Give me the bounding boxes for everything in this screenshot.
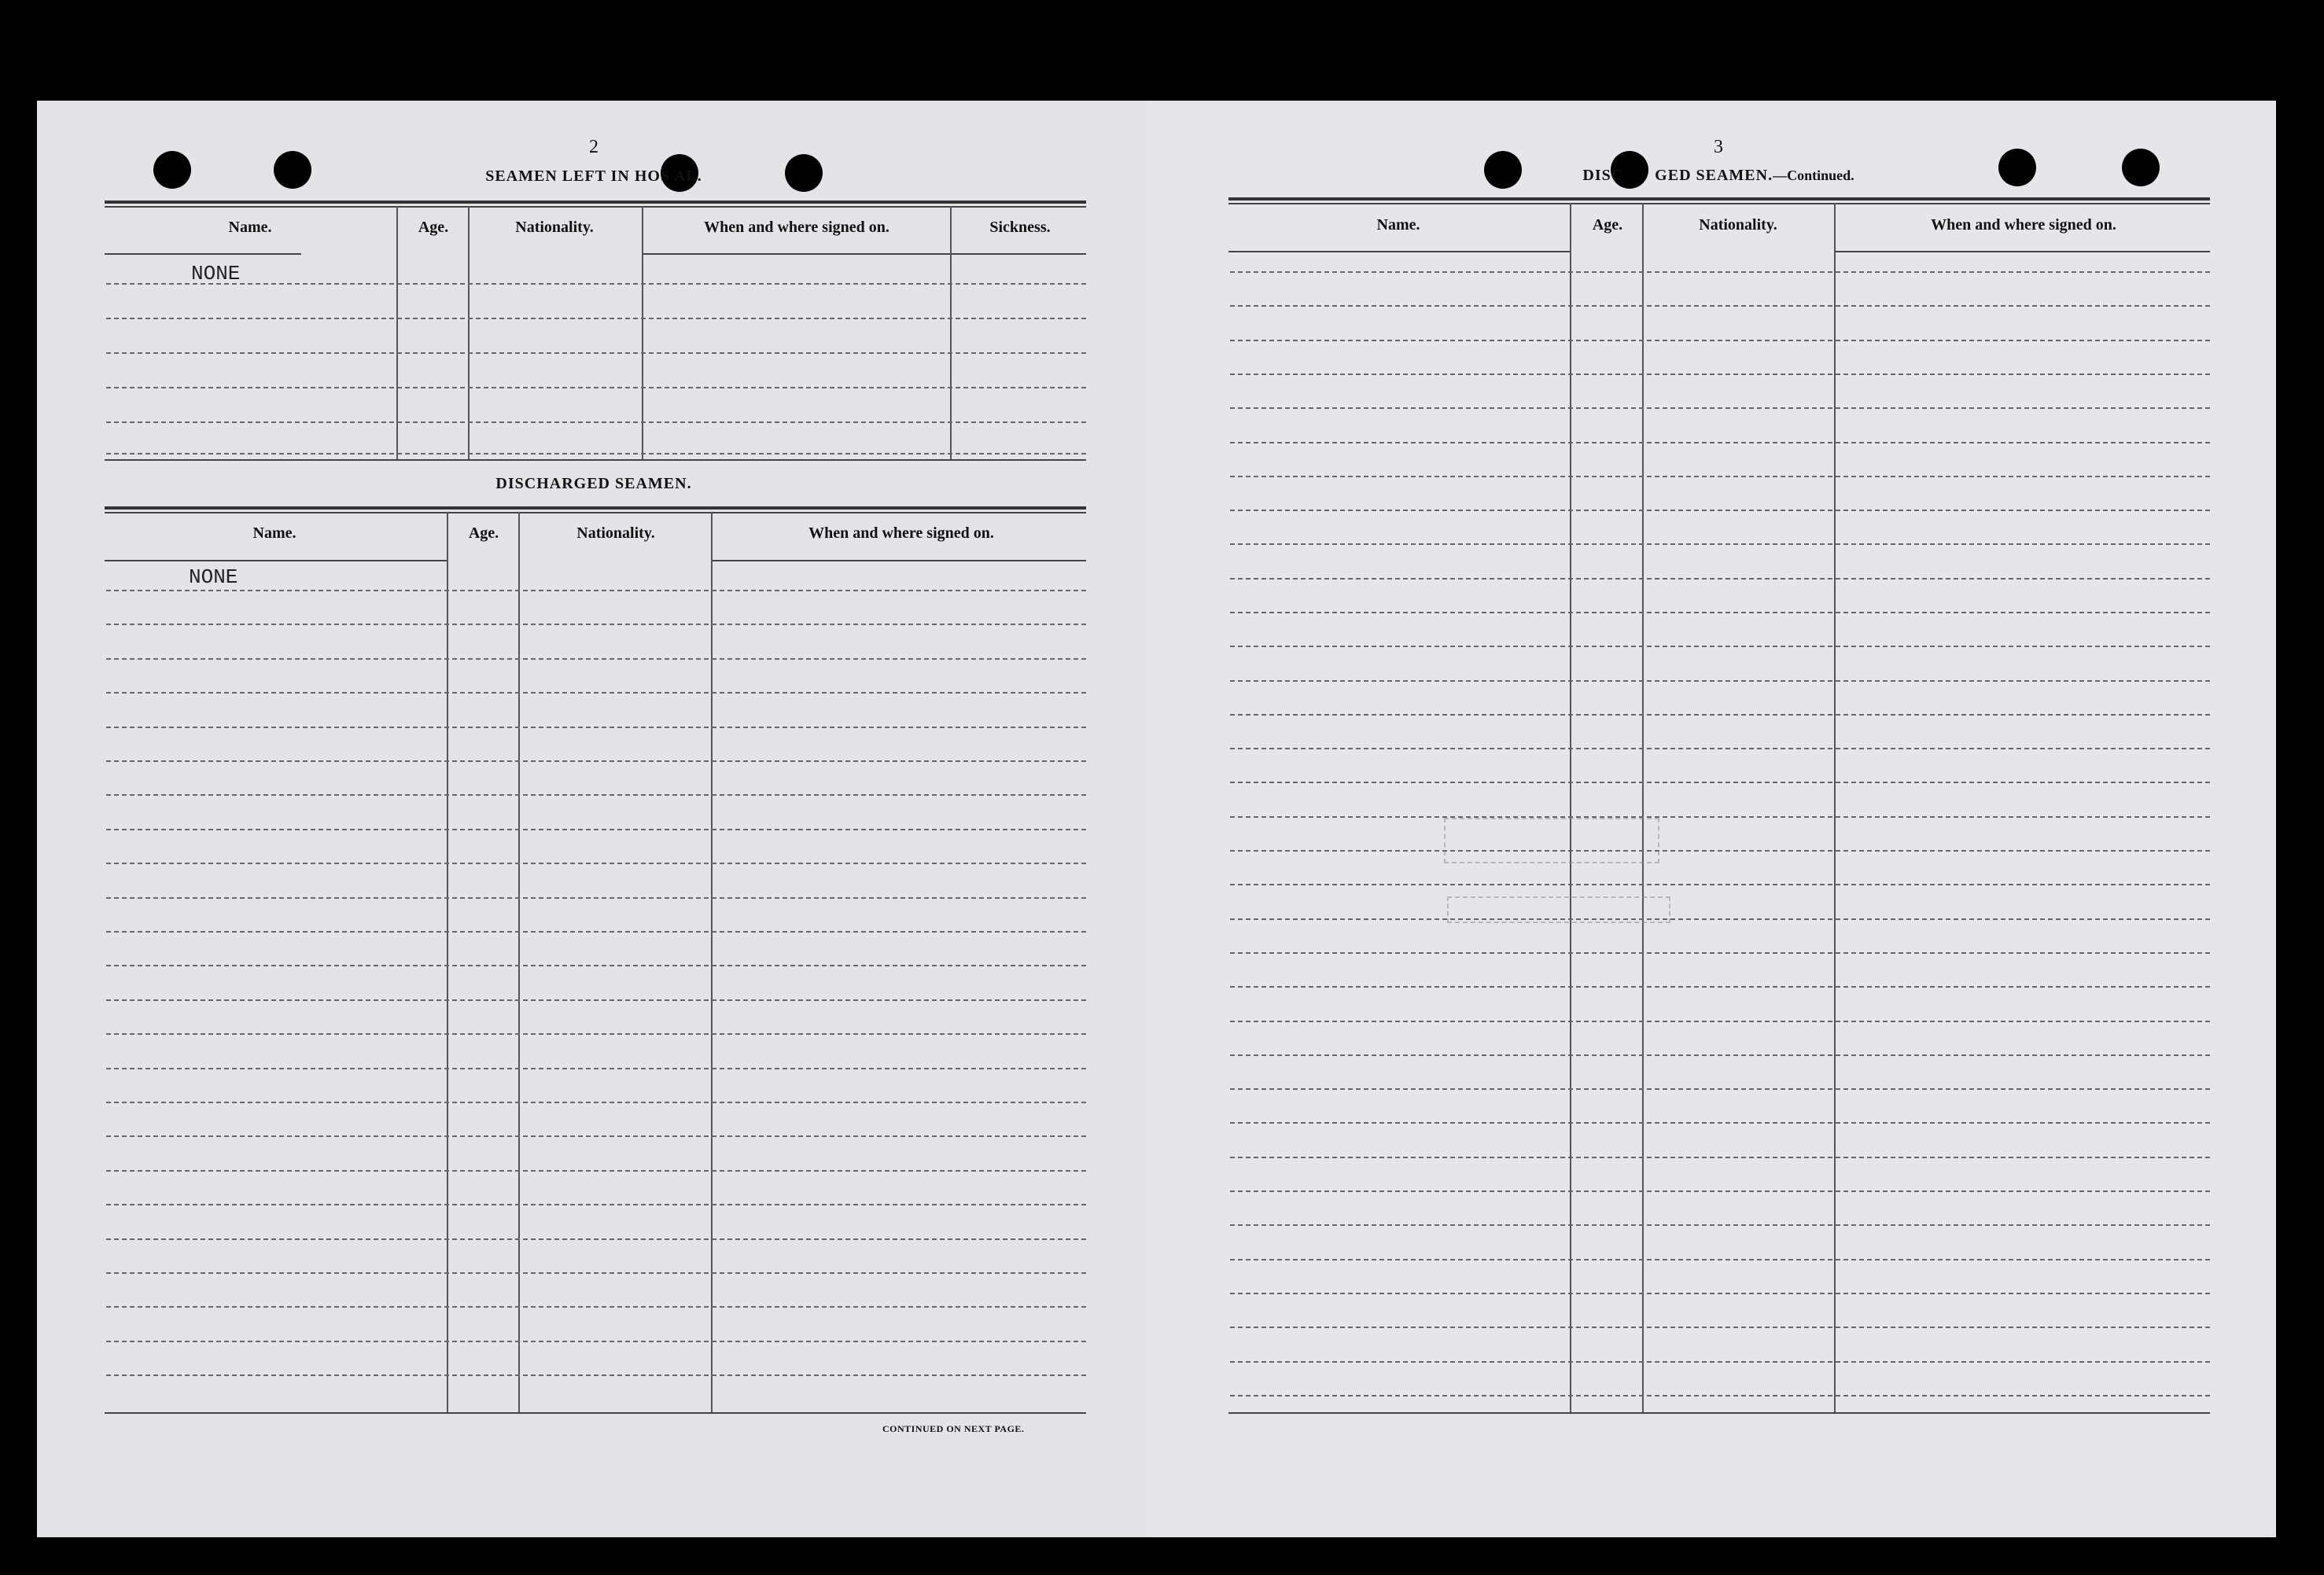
column-header-nationality: Nationality. bbox=[576, 524, 655, 542]
column-header-signed-on: When and where signed on. bbox=[808, 524, 994, 542]
entry-line bbox=[1230, 578, 2210, 580]
header-underline bbox=[952, 253, 1086, 255]
entry-line bbox=[1230, 1327, 2210, 1328]
entry-line bbox=[1230, 374, 2210, 375]
table-top-rule bbox=[1228, 197, 2210, 201]
section-title-hospital: SEAMEN LEFT IN HOS AL. bbox=[485, 167, 702, 185]
entry-line bbox=[106, 590, 1086, 591]
header-underline bbox=[1836, 251, 2210, 252]
entry-line bbox=[1230, 442, 2210, 443]
header-underline bbox=[713, 560, 1086, 561]
column-divider bbox=[1570, 203, 1571, 1412]
column-divider bbox=[1834, 203, 1836, 1412]
page-number: 3 bbox=[1714, 137, 1723, 157]
entry-line bbox=[1230, 1122, 2210, 1124]
entry-line bbox=[1230, 510, 2210, 511]
entry-line bbox=[106, 283, 1086, 285]
continued-footer: CONTINUED ON NEXT PAGE. bbox=[882, 1423, 1025, 1434]
entry-line bbox=[106, 829, 1086, 830]
column-header-signed-on: When and where signed on. bbox=[704, 219, 889, 236]
entry-line bbox=[106, 1102, 1086, 1103]
column-divider bbox=[711, 512, 713, 1412]
entry-line bbox=[106, 931, 1086, 933]
entry-line bbox=[106, 318, 1086, 319]
entry-line bbox=[1230, 1293, 2210, 1294]
header-underline bbox=[105, 560, 447, 561]
entry-line bbox=[1230, 1021, 2210, 1022]
entry-line bbox=[106, 1306, 1086, 1308]
punch-hole bbox=[785, 154, 823, 192]
entry-line bbox=[106, 897, 1086, 899]
title-prefix: DISC bbox=[1582, 167, 1624, 184]
punch-hole bbox=[1484, 151, 1522, 189]
entry-line bbox=[1230, 680, 2210, 682]
left-page bbox=[37, 101, 1155, 1537]
entry-line bbox=[1230, 1088, 2210, 1090]
column-header-age: Age. bbox=[468, 524, 499, 542]
entry-line bbox=[106, 1033, 1086, 1035]
column-header-nationality: Nationality. bbox=[1699, 216, 1777, 234]
header-underline bbox=[1228, 251, 1570, 252]
entry-line bbox=[106, 692, 1086, 694]
entry-line bbox=[106, 1238, 1086, 1240]
table-top-rule bbox=[1228, 203, 2210, 204]
table-bottom-rule bbox=[105, 459, 1086, 461]
column-divider bbox=[518, 512, 520, 1412]
entry-line bbox=[1230, 918, 2210, 920]
entry-line bbox=[106, 760, 1086, 762]
entry-line bbox=[106, 794, 1086, 796]
entry-line bbox=[106, 352, 1086, 354]
entry-line bbox=[106, 1204, 1086, 1205]
entry-line bbox=[1230, 884, 2210, 885]
table-top-rule bbox=[105, 206, 1086, 208]
entry-line bbox=[1230, 714, 2210, 716]
column-header-age: Age. bbox=[418, 219, 449, 236]
section-title-discharged-continued bbox=[1582, 167, 1854, 185]
table-row-entry: NONE bbox=[191, 262, 241, 285]
entry-line bbox=[1230, 816, 2210, 818]
entry-line bbox=[106, 453, 1086, 454]
column-divider bbox=[447, 512, 448, 1412]
header-underline bbox=[105, 253, 301, 255]
entry-line bbox=[1230, 646, 2210, 647]
punch-hole bbox=[153, 151, 191, 189]
right-page bbox=[1150, 101, 2276, 1537]
entry-line bbox=[106, 999, 1086, 1001]
entry-line bbox=[1230, 1157, 2210, 1158]
column-header-name: Name. bbox=[228, 219, 272, 236]
title-continued: —Continued. bbox=[1773, 167, 1854, 183]
entry-line bbox=[106, 1135, 1086, 1137]
entry-line bbox=[106, 658, 1086, 660]
punch-hole bbox=[274, 151, 311, 189]
entry-line bbox=[106, 624, 1086, 625]
page-number: 2 bbox=[589, 137, 598, 157]
entry-line bbox=[1230, 1395, 2210, 1397]
entry-line bbox=[1230, 850, 2210, 852]
punch-hole bbox=[1998, 149, 2036, 186]
table-top-rule bbox=[105, 506, 1086, 510]
entry-line bbox=[106, 421, 1086, 423]
entry-line bbox=[1230, 782, 2210, 783]
entry-line bbox=[1230, 271, 2210, 273]
column-header-name: Name. bbox=[1376, 216, 1420, 234]
title-main: GED SEAMEN. bbox=[1655, 167, 1773, 184]
header-underline bbox=[643, 253, 950, 255]
table-top-rule bbox=[105, 201, 1086, 204]
entry-line bbox=[1230, 952, 2210, 954]
column-header-sickness: Sickness. bbox=[989, 219, 1051, 236]
entry-line bbox=[1230, 1361, 2210, 1363]
table-bottom-rule bbox=[105, 1412, 1086, 1414]
table-bottom-rule bbox=[1228, 1412, 2210, 1414]
faded-stamp bbox=[1447, 896, 1670, 923]
column-header-name: Name. bbox=[252, 524, 296, 542]
entry-line bbox=[106, 1170, 1086, 1172]
column-divider bbox=[1642, 203, 1644, 1412]
entry-line bbox=[106, 1374, 1086, 1376]
column-header-nationality: Nationality. bbox=[515, 219, 594, 236]
entry-line bbox=[1230, 407, 2210, 409]
entry-line bbox=[106, 1341, 1086, 1342]
entry-line bbox=[106, 1272, 1086, 1274]
entry-line bbox=[1230, 1190, 2210, 1192]
entry-line bbox=[1230, 1224, 2210, 1226]
entry-line bbox=[106, 387, 1086, 388]
section-title-discharged: DISCHARGED SEAMEN. bbox=[495, 475, 692, 492]
punch-hole bbox=[2122, 149, 2160, 186]
entry-line bbox=[1230, 340, 2210, 341]
entry-line bbox=[1230, 612, 2210, 613]
column-header-signed-on: When and where signed on. bbox=[1931, 216, 2116, 234]
entry-line bbox=[1230, 476, 2210, 477]
entry-line bbox=[106, 1068, 1086, 1069]
table-top-rule bbox=[105, 512, 1086, 513]
entry-line bbox=[106, 863, 1086, 864]
entry-line bbox=[106, 727, 1086, 728]
faded-stamp bbox=[1444, 818, 1659, 863]
entry-line bbox=[1230, 1259, 2210, 1260]
entry-line bbox=[1230, 748, 2210, 749]
column-header-age: Age. bbox=[1592, 216, 1623, 234]
entry-line bbox=[1230, 543, 2210, 545]
entry-line bbox=[1230, 1054, 2210, 1056]
entry-line bbox=[106, 965, 1086, 966]
table-row-entry: NONE bbox=[189, 565, 238, 589]
entry-line bbox=[1230, 305, 2210, 307]
entry-line bbox=[1230, 986, 2210, 988]
